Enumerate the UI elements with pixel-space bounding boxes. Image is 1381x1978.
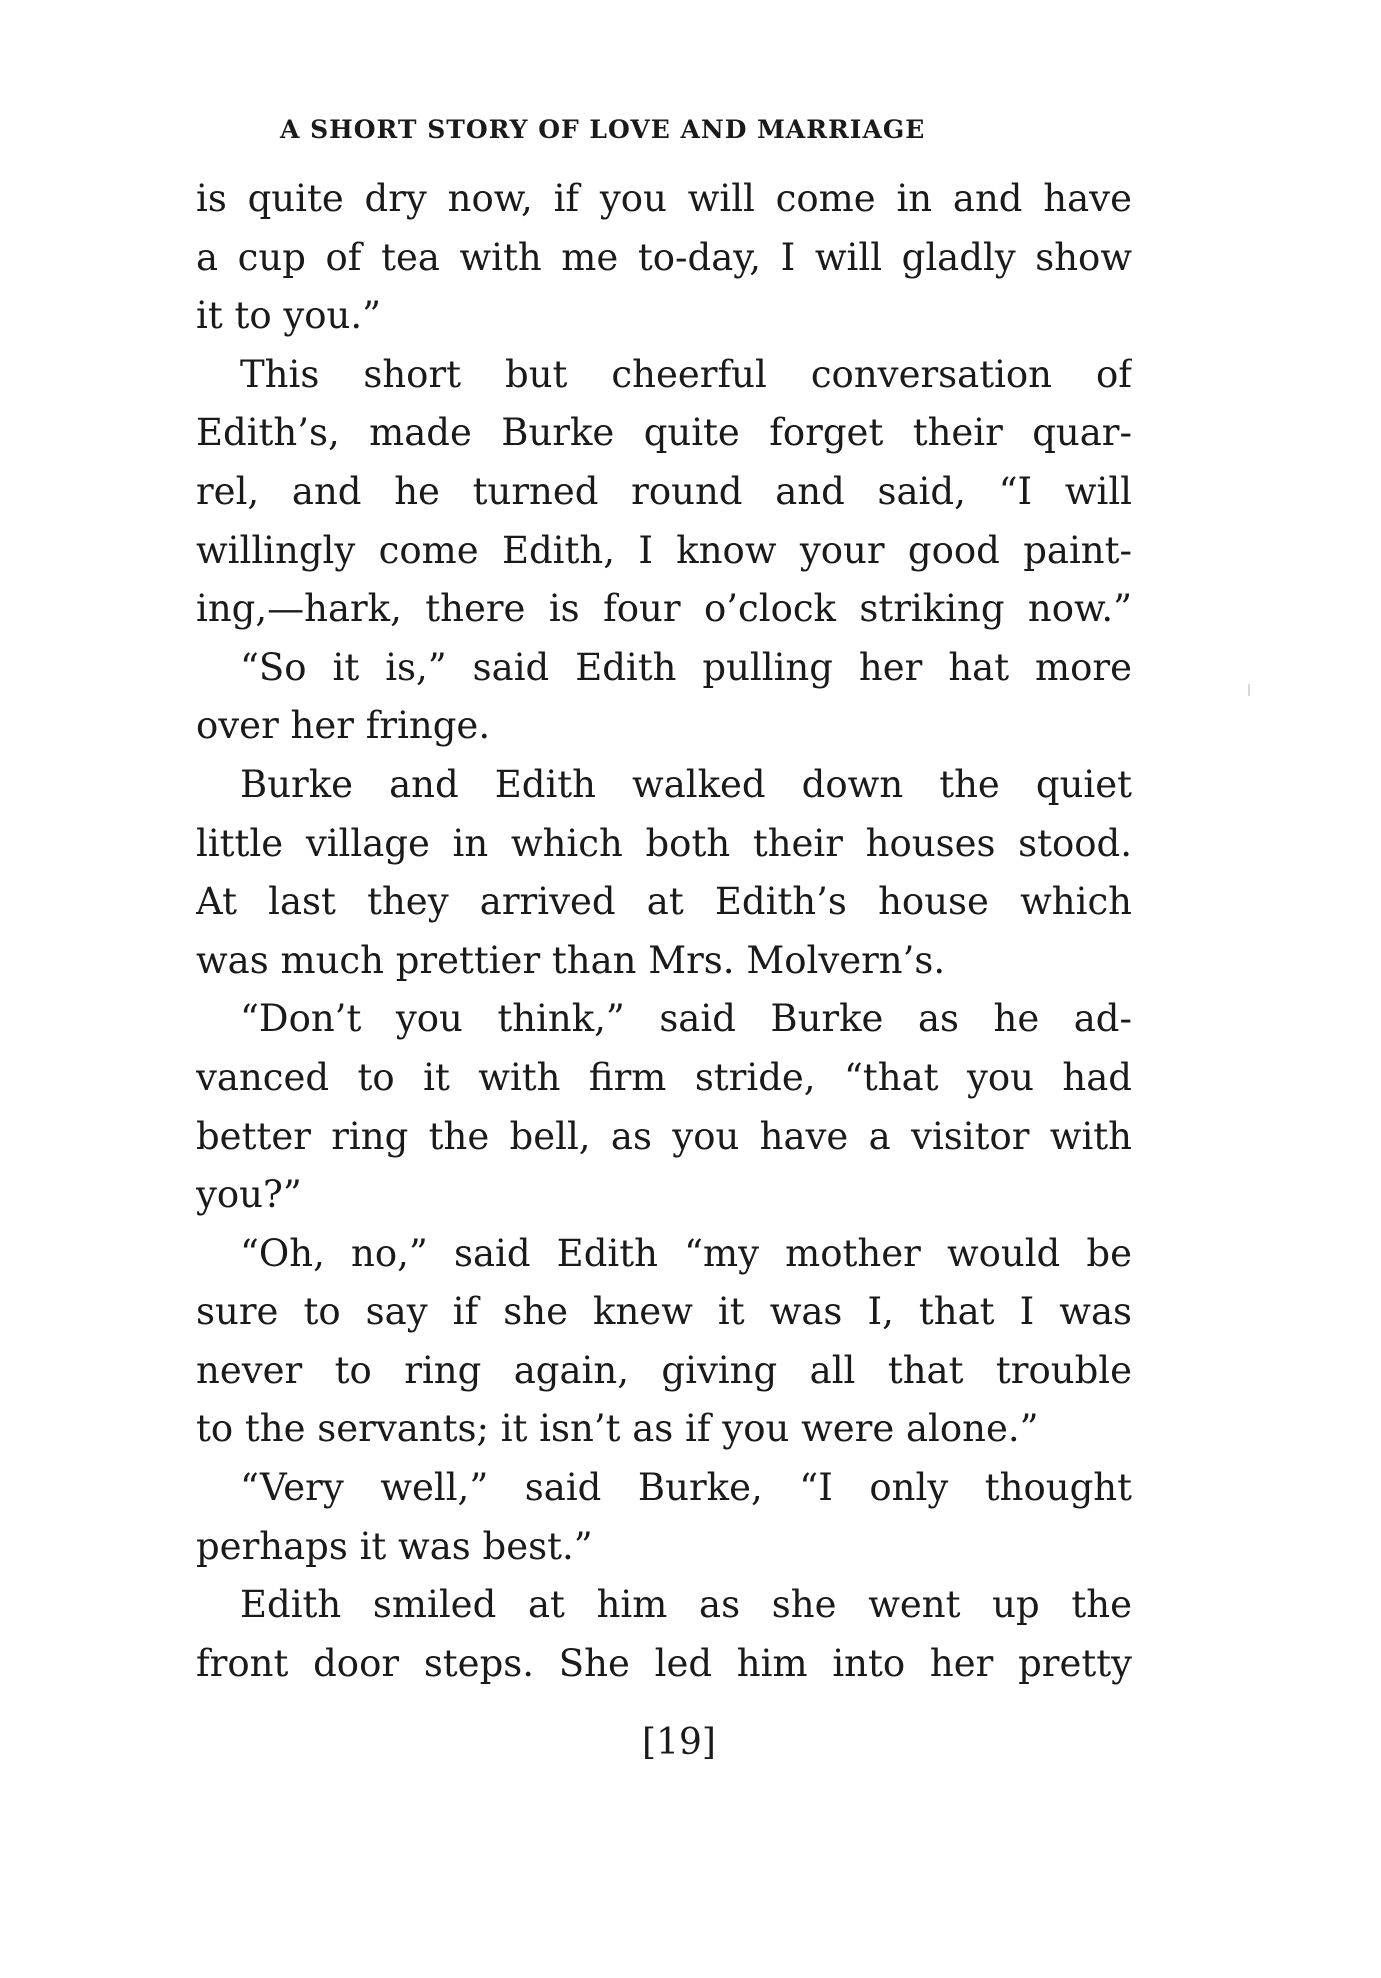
text-line: “Very well,” said Burke, “I only thought: [240, 1466, 1132, 1510]
text-line: “Oh, no,” said Edith “my mother would be: [240, 1231, 1132, 1275]
text-line: perhaps it was best.”: [196, 1524, 593, 1568]
text-line: you?”: [196, 1173, 302, 1217]
text-line: front door steps. She led him into her pretty: [196, 1641, 1132, 1685]
text-line: ing,—hark, there is four o’clock striking now.”: [196, 587, 1132, 631]
margin-mark: [1248, 684, 1250, 696]
text-line: little village in which both their houses stood.: [196, 821, 1132, 865]
text-line: “So it is,” said Edith pulling her hat more: [240, 645, 1132, 689]
running-head: A SHORT STORY OF LOVE AND MARRIAGE: [280, 115, 926, 144]
text-line: willingly come Edith, I know your good paint-: [196, 528, 1132, 572]
text-line: This short but cheerful conversation of: [240, 352, 1132, 396]
body-text: [196, 170, 1132, 1693]
text-line: Edith smiled at him as she went up the: [240, 1583, 1132, 1627]
text-line: to the servants; it isn’t as if you were alone.”: [196, 1407, 1039, 1451]
text-line: it to you.”: [196, 294, 382, 338]
text-line: over her fringe.: [196, 704, 491, 748]
text-line: never to ring again, giving all that trouble: [196, 1348, 1132, 1392]
text-line: “Don’t you think,” said Burke as he ad-: [240, 997, 1132, 1041]
page-number: [19]: [642, 1722, 716, 1763]
text-line: better ring the bell, as you have a visitor with: [196, 1114, 1132, 1158]
text-line: a cup of tea with me to-day, I will gladly show: [196, 235, 1132, 279]
text-line: rel, and he turned round and said, “I will: [196, 469, 1132, 513]
text-line: At last they arrived at Edith’s house which: [196, 880, 1132, 924]
text-line: is quite dry now, if you will come in and have: [196, 177, 1132, 220]
text-line: was much prettier than Mrs. Molvern’s.: [196, 938, 946, 982]
text-line: Edith’s, made Burke quite forget their quar-: [196, 411, 1132, 455]
text-line: sure to say if she knew it was I, that I was: [196, 1290, 1132, 1334]
text-line: Burke and Edith walked down the quiet: [240, 762, 1132, 806]
text-line: vanced to it with firm stride, “that you had: [196, 1055, 1132, 1099]
